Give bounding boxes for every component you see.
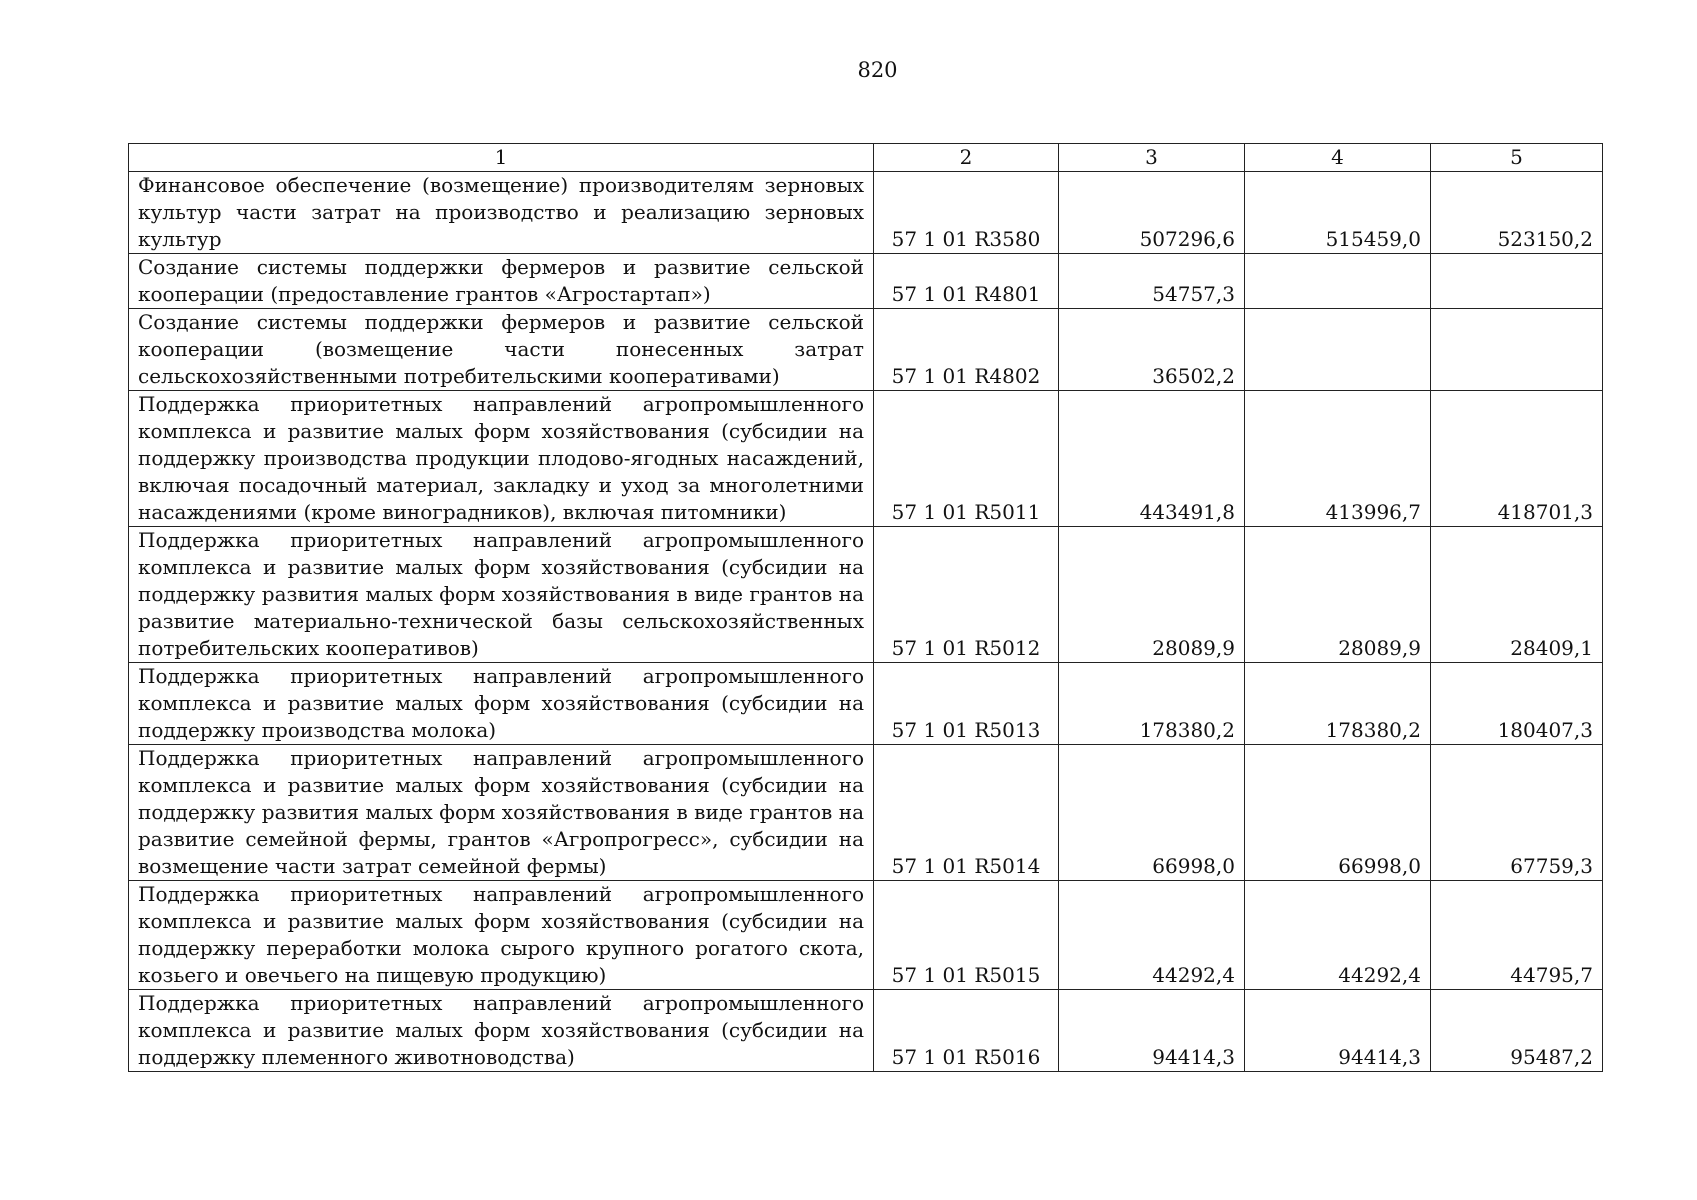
row-value-col3: 66998,0: [1059, 745, 1245, 881]
row-value-col3: 507296,6: [1059, 172, 1245, 254]
row-value-col5: 418701,3: [1431, 391, 1603, 527]
row-value-col3: 94414,3: [1059, 990, 1245, 1072]
table-row: [129, 745, 1603, 881]
row-name: Поддержка приоритетных направлений агропромышленного комплекса и развитие малых форм хозяйствования (субсидии на поддержку производства продукции плодово-ягодных насаждений, включая посадочный материал, закладку и уход за многолетними насаждениями (кроме виноградников), включая питомники): [129, 391, 874, 527]
row-code: 57 1 01 R5016: [874, 990, 1059, 1072]
row-value-col4: 44292,4: [1245, 881, 1431, 990]
row-code: 57 1 01 R5011: [874, 391, 1059, 527]
row-value-col5: 67759,3: [1431, 745, 1603, 881]
row-code: 57 1 01 R4801: [874, 254, 1059, 309]
row-name: Поддержка приоритетных направлений агропромышленного комплекса и развитие малых форм хозяйствования (субсидии на поддержку переработки молока сырого крупного рогатого скота, козьего и овечьего на пищевую продукцию): [129, 881, 874, 990]
row-name: Создание системы поддержки фермеров и развитие сельской кооперации (предоставление грантов «Агростартап»): [129, 254, 874, 309]
row-code: 57 1 01 R4802: [874, 309, 1059, 391]
row-value-col3: 44292,4: [1059, 881, 1245, 990]
column-header-4: 4: [1245, 144, 1431, 172]
row-value-col4: 94414,3: [1245, 990, 1431, 1072]
row-value-col5: [1431, 254, 1603, 309]
row-value-col5: 95487,2: [1431, 990, 1603, 1072]
row-value-col3: 54757,3: [1059, 254, 1245, 309]
row-name: Финансовое обеспечение (возмещение) производителям зерновых культур части затрат на производство и реализацию зерновых культур: [129, 172, 874, 254]
row-value-col4: [1245, 309, 1431, 391]
row-value-col5: [1431, 309, 1603, 391]
row-value-col5: 180407,3: [1431, 663, 1603, 745]
row-value-col4: 413996,7: [1245, 391, 1431, 527]
row-name: Поддержка приоритетных направлений агропромышленного комплекса и развитие малых форм хозяйствования (субсидии на поддержку развития малых форм хозяйствования в виде грантов на развитие семейной фермы, грантов «Агропрогресс», субсидии на возмещение части затрат семейной фермы): [129, 745, 874, 881]
table-row: [129, 309, 1603, 391]
column-header-1: 1: [129, 144, 874, 172]
row-name: Поддержка приоритетных направлений агропромышленного комплекса и развитие малых форм хозяйствования (субсидии на поддержку племенного животноводства): [129, 990, 874, 1072]
row-code: 57 1 01 R5013: [874, 663, 1059, 745]
table-row: [129, 391, 1603, 527]
row-code: 57 1 01 R5015: [874, 881, 1059, 990]
row-value-col5: 523150,2: [1431, 172, 1603, 254]
row-value-col5: 44795,7: [1431, 881, 1603, 990]
row-code: 57 1 01 R5014: [874, 745, 1059, 881]
row-code: 57 1 01 R5012: [874, 527, 1059, 663]
row-value-col3: 28089,9: [1059, 527, 1245, 663]
table-row: [129, 881, 1603, 990]
row-value-col3: 36502,2: [1059, 309, 1245, 391]
row-value-col4: [1245, 254, 1431, 309]
row-value-col4: 178380,2: [1245, 663, 1431, 745]
page-number: 820: [857, 58, 898, 82]
row-name: Поддержка приоритетных направлений агропромышленного комплекса и развитие малых форм хозяйствования (субсидии на поддержку производства молока): [129, 663, 874, 745]
row-name: Поддержка приоритетных направлений агропромышленного комплекса и развитие малых форм хозяйствования (субсидии на поддержку развития малых форм хозяйствования в виде грантов на развитие материально-технической базы сельскохозяйственных потребительских кооперативов): [129, 527, 874, 663]
column-header-3: 3: [1059, 144, 1245, 172]
row-value-col4: 515459,0: [1245, 172, 1431, 254]
table-row: [129, 254, 1603, 309]
row-code: 57 1 01 R3580: [874, 172, 1059, 254]
row-value-col4: 28089,9: [1245, 527, 1431, 663]
table-row: [129, 663, 1603, 745]
column-header-5: 5: [1431, 144, 1603, 172]
row-value-col4: 66998,0: [1245, 745, 1431, 881]
row-value-col5: 28409,1: [1431, 527, 1603, 663]
column-header-2: 2: [874, 144, 1059, 172]
row-value-col3: 178380,2: [1059, 663, 1245, 745]
row-value-col3: 443491,8: [1059, 391, 1245, 527]
table-row: [129, 527, 1603, 663]
budget-table: [128, 143, 1603, 1072]
table-row: [129, 172, 1603, 254]
table-row: [129, 990, 1603, 1072]
row-name: Создание системы поддержки фермеров и развитие сельской кооперации (возмещение части понесенных затрат сельскохозяйственными потребительскими кооперативами): [129, 309, 874, 391]
header-row: [129, 144, 1603, 172]
